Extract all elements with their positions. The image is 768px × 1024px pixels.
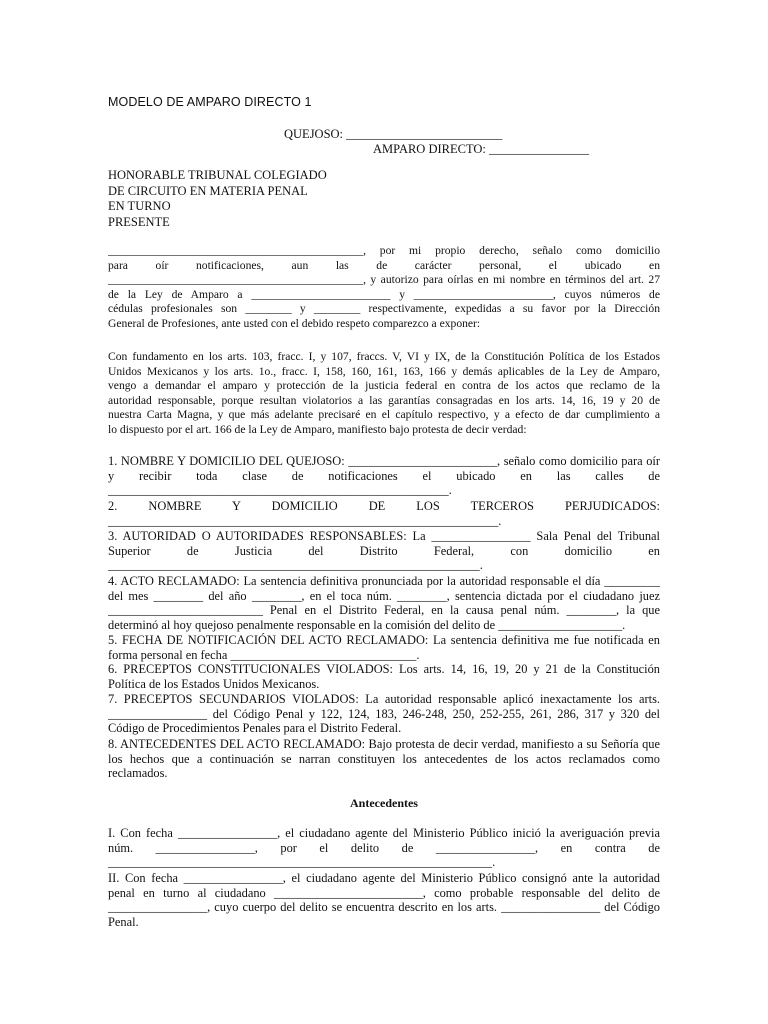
antecedente-2	[108, 871, 660, 929]
paragraph-line: núm. ________________, por el delito de ________________, en contra de	[108, 840, 660, 855]
paragraph-line: 1. NOMBRE Y DOMICILIO DEL QUEJOSO: ________________________, señalo como domicilio para oír	[108, 454, 660, 468]
paragraph-line: ________________ del Código Penal y 122, 124, 183, 246-248, 250, 252-255, 261, 286, 317 y 320 del	[108, 706, 660, 721]
paragraph-line: ____________________________________________, y autorizo para oírlas en mi nombre en términos del art. 27	[108, 273, 660, 287]
paragraph-line: II. Con fecha ________________, el ciudadano agente del Ministerio Público consignó ante la autoridad	[108, 871, 660, 885]
section-4-acto-reclamado	[108, 574, 660, 632]
paragraph-line: Superior de Justicia del Distrito Federal, con domicilio en	[108, 543, 660, 558]
paragraph-line: lo dispuesto por el art. 166 de la Ley de Amparo, manifiesto bajo protesta de decir verdad:	[108, 422, 527, 436]
paragraph-line: Política de los Estados Unidos Mexicanos.	[108, 676, 320, 691]
paragraph-line: General de Profesiones, ante usted con el debido respeto comparezco a exponer:	[108, 316, 481, 330]
paragraph-line: y recibir toda clase de notificaciones el ubicado en las calles de	[108, 468, 660, 483]
paragraph-line: _______________________________________________________________.	[108, 513, 502, 528]
addressee-line: DE CIRCUITO EN MATERIA PENAL	[108, 183, 308, 198]
paragraph-line: 4. ACTO RECLAMADO: La sentencia definitiva pronunciada por la autoridad responsable el día _________	[108, 574, 660, 588]
paragraph-line: Con fundamento en los arts. 103, fracc. I, y 107, fraccs. V, VI y IX, de la Constitución Política de los Estados	[108, 350, 660, 363]
paragraph-line: reclamados.	[108, 766, 168, 781]
paragraph-line: _________________________ Penal en el Distrito Federal, en la causa penal núm. ________, la que	[108, 603, 660, 618]
antecedente-1	[108, 826, 660, 870]
addressee-block	[108, 168, 327, 230]
paragraph-line: ______________________________________________________________.	[108, 855, 496, 870]
paragraph-line: nuestra Carta Magna, y que más adelante precisaré en el capítulo respectivo, y a efecto de dar cumplimiento a	[108, 408, 660, 422]
paragraph-line: 8. ANTECEDENTES DEL ACTO RECLAMADO: Bajo protesta de decir verdad, manifiesto a su Señoría que	[108, 737, 660, 751]
section-6-preceptos-constitucionales	[108, 662, 660, 691]
paragraph-line: del mes ________ del año ________, en el toca núm. ________, sentencia dictada por el ciudadano juez	[108, 588, 660, 603]
intro-paragraph	[108, 244, 660, 332]
paragraph-line: ____________________________________________________________.	[108, 558, 483, 573]
paragraph-line: I. Con fecha ________________, el ciudadano agente del Ministerio Público inició la averiguación previa	[108, 826, 660, 840]
paragraph-line: 5. FECHA DE NOTIFICACIÓN DEL ACTO RECLAMADO: La sentencia definitiva me fue notificada en	[108, 633, 660, 647]
antecedentes-heading: Antecedentes	[350, 796, 418, 810]
fundamento-paragraph	[108, 350, 660, 438]
paragraph-line: para oír notificaciones, aun las de carácter personal, el ubicado en	[108, 258, 660, 272]
section-8-antecedentes	[108, 737, 660, 781]
paragraph-line: autoridad responsable, porque resultan violatorios a las garantías consagradas en los arts. 14, 16, 19 y 20 de	[108, 393, 660, 407]
paragraph-line: Penal.	[108, 914, 139, 929]
paragraph-line: los hechos que a continuación se narran constituyen los antecedentes de los actos reclamados como	[108, 751, 660, 766]
addressee-line: EN TURNO	[108, 199, 171, 213]
paragraph-line: Unidos Mexicanos y los arts. 1o., fracc. I, 158, 160, 161, 163, 166 y demás aplicables de la Ley de Amparo,	[108, 364, 660, 378]
document-title: MODELO DE AMPARO DIRECTO 1	[108, 95, 312, 109]
paragraph-line: vengo a demandar el amparo y protección de la justicia federal en contra de los actos que reclamo de la	[108, 379, 660, 393]
paragraph-line: 3. AUTORIDAD O AUTORIDADES RESPONSABLES: La ________________ Sala Penal del Tribunal	[108, 529, 660, 543]
paragraph-line: cédulas profesionales son ________ y ________ respectivamente, expedidas a su favor por la Dirección	[108, 302, 660, 316]
section-7-preceptos-secundarios	[108, 692, 660, 736]
section-5-fecha-notificacion	[108, 633, 660, 662]
section-2-terceros	[108, 499, 660, 528]
paragraph-line: 7. PRECEPTOS SECUNDARIOS VIOLADOS: La autoridad responsable aplicó inexactamente los arts.	[108, 692, 660, 706]
paragraph-line: _______________________________________________________.	[108, 483, 452, 498]
quejoso-field-line: QUEJOSO: _________________________	[284, 127, 503, 141]
paragraph-line: penal en turno al ciudadano ________________________, como probable responsable del delito de	[108, 885, 660, 900]
amparo-directo-field-line: AMPARO DIRECTO: ________________	[373, 142, 589, 156]
paragraph-line: de la Ley de Amparo a ________________________ y ________________________, cuyos números de	[108, 287, 660, 301]
paragraph-line: ____________________________________________, por mi propio derecho, señalo como domicilio	[108, 244, 660, 257]
paragraph-line: Código de Procedimientos Penales para el Distrito Federal.	[108, 721, 402, 736]
paragraph-line: ________________, cuyo cuerpo del delito se encuentra descrito en los arts. ________________ del Código	[108, 900, 660, 915]
addressee-line: HONORABLE TRIBUNAL COLEGIADO	[108, 168, 327, 182]
addressee-line: PRESENTE	[108, 214, 170, 229]
paragraph-line: 6. PRECEPTOS CONSTITUCIONALES VIOLADOS: Los arts. 14, 16, 19, 20 y 21 de la Constitución	[108, 662, 660, 676]
section-1-quejoso	[108, 454, 660, 498]
paragraph-line: determinó al hoy quejoso penalmente responsable en la comisión del delito de ____________________.	[108, 617, 626, 632]
paragraph-line: 2. NOMBRE Y DOMICILIO DE LOS TERCEROS PERJUDICADOS:	[108, 499, 660, 513]
paragraph-line: forma personal en fecha ______________________________.	[108, 647, 420, 662]
section-3-autoridades	[108, 529, 660, 573]
